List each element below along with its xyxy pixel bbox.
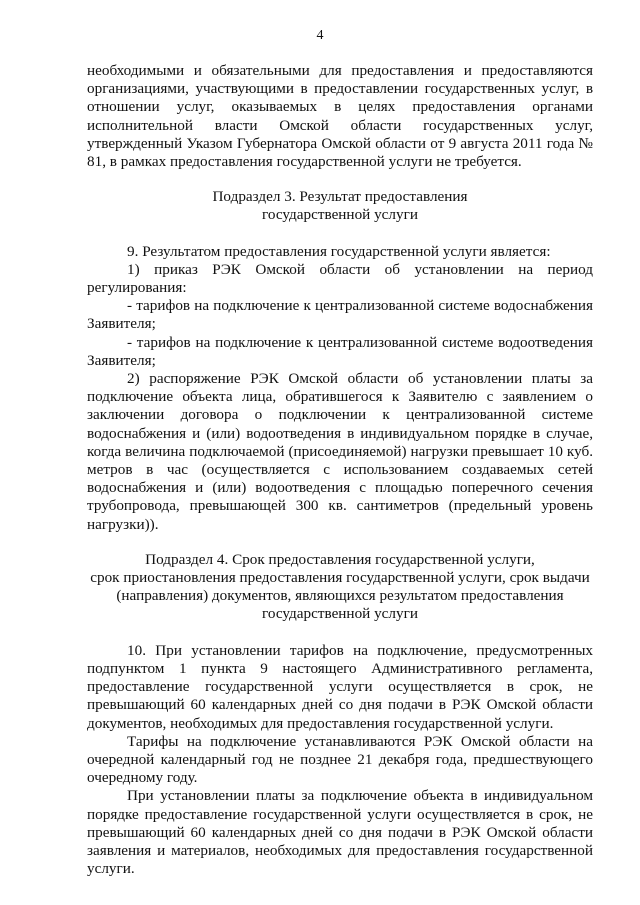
subsection-3-heading-line1: Подраздел 3. Результат предоставления — [212, 188, 468, 206]
paragraph-intro: необходимыми и обязательными для предоставления и предоставляются организациями, участвующими в предоставлении государственных услуг, в отношении услуг, оказываемых в целях предоставления органами исполнительной власти Омской области государственных услуг, утвержденный Указом Губернатора Омской области от 9 августа 2011 года № 81, в рамках предоставления государственной услуги не требуется. — [87, 62, 593, 171]
subsection-4-heading-line4: государственной услуги — [262, 605, 418, 623]
subsection-4-heading-line2: срок приостановления предоставления государственной услуги, срок выдачи — [90, 569, 590, 587]
paragraph-10-1: 10. При установлении тарифов на подключение, предусмотренных подпунктом 1 пункта 9 настоящего Административного регламента, предоставление государственной услуги осуществляется в срок, не превышающий 60 календарных дней со дня подачи в РЭК Омской области документов, необходимых для предоставления государственной услуги. — [87, 641, 593, 732]
subsection-4-heading — [87, 551, 593, 624]
document-body — [87, 62, 593, 878]
page-number: 4 — [316, 28, 324, 43]
paragraph-9-3: - тарифов на подключение к централизованной системе водоснабжения Заявителя; — [87, 297, 593, 333]
paragraph-9-1: 9. Результатом предоставления государственной услуги является: — [127, 242, 551, 260]
subsection-3-heading-line2: государственной услуги — [262, 206, 418, 224]
paragraph-9-5: 2) распоряжение РЭК Омской области об установлении платы за подключение объекта лица, обратившегося к Заявителю с заявлением о заключении договора о подключении к централизованной системе водоснабжения и (или) водоотведения в индивидуальном порядке в случае, когда величина подключаемой (присоединяемой) нагрузки превышает 10 куб. метров в час (осуществляется с использованием создаваемых сетей водоснабжения и (или) водоотведения с площадью поперечного сечения трубопровода, превышающей 300 кв. сантиметров (предельный уровень нагрузки)). — [87, 370, 593, 533]
paragraph-9-2: 1) приказ РЭК Омской области об установлении на период регулирования: — [87, 260, 593, 297]
subsection-4-heading-line1: Подраздел 4. Срок предоставления государственной услуги, — [145, 550, 535, 568]
paragraph-10-3: При установлении платы за подключение объекта в индивидуальном порядке предоставление государственной услуги осуществляется в срок, не превышающий 60 календарных дней со дня подачи в РЭК Омской области заявления и материалов, необходимых для предоставления государственной услуги. — [87, 787, 593, 878]
subsection-4-heading-line3: (направления) документов, являющихся результатом предоставления — [116, 587, 564, 605]
paragraph-10-2: Тарифы на подключение устанавливаются РЭК Омской области на очередной календарный год не позднее 21 декабря года, предшествующего очередному году. — [87, 732, 593, 787]
paragraph-9-4: - тарифов на подключение к централизованной системе водоотведения Заявителя; — [87, 333, 593, 369]
subsection-3-heading — [87, 188, 593, 224]
